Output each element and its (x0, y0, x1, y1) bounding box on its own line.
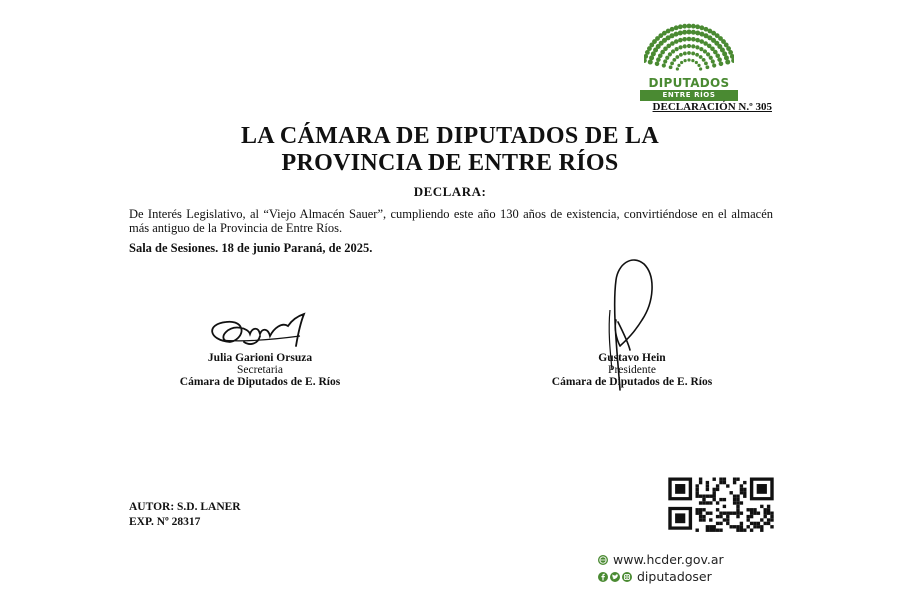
social-handle[interactable]: diputadoser (637, 569, 712, 584)
title-line-2: PROVINCIA DE ENTRE RÍOS (281, 150, 619, 176)
logo-dot (670, 61, 674, 65)
logo-dot (691, 24, 696, 29)
signature-left (200, 310, 330, 358)
logo-dot (699, 39, 704, 44)
logo-dot (680, 61, 683, 64)
logo-dot (671, 49, 675, 53)
logo-dot (678, 45, 682, 49)
logo-dot (709, 56, 713, 60)
signature-block-presidente (492, 352, 772, 388)
logo-dot (719, 61, 724, 66)
logo-dot (662, 63, 666, 67)
logo-dot (682, 37, 687, 42)
logo-dot (683, 52, 687, 56)
author-line: AUTOR: S.D. LANER (129, 501, 241, 513)
logo-dot (675, 55, 679, 59)
logo-dot (672, 58, 676, 62)
twitter-icon[interactable] (610, 572, 620, 582)
session-line: Sala de Sesiones. 18 de junio Paraná, de 2025. (129, 241, 373, 255)
logo-dot (655, 61, 660, 66)
logo-wordmark: DIPUTADOS (648, 76, 730, 90)
logo-dot (665, 56, 669, 60)
logo-dot (674, 25, 679, 30)
logo-dot (675, 47, 679, 51)
declara-heading: DECLARA: (413, 184, 487, 199)
logo-dot (725, 60, 730, 65)
logo-dot (703, 49, 707, 53)
author-info (129, 500, 241, 530)
logo-dot (679, 53, 683, 57)
logo-dot (687, 24, 692, 29)
logo-dot (715, 53, 720, 58)
website-row[interactable] (598, 551, 783, 568)
logo-dot (670, 41, 675, 46)
social-row[interactable] (598, 568, 783, 585)
logo-dot (704, 61, 708, 65)
logo-dot (691, 52, 695, 56)
logo-dot (695, 61, 698, 64)
logo-dot (678, 24, 683, 29)
logo-dot (699, 55, 703, 59)
signer-name: Gustavo Hein (598, 352, 666, 364)
logo-dot (670, 27, 675, 32)
logo-dot (682, 24, 687, 29)
declaration-body: De Interés Legislativo, al “Viejo Almacén Sauer”, cumpliendo este año 130 años de existencia, convirtiéndose en el almacén más antiguo de la Provincia de Entre Ríos. (129, 207, 773, 235)
logo-dot (695, 30, 700, 35)
logo-dot (697, 64, 700, 67)
logo-dot (711, 59, 715, 63)
globe-icon (598, 555, 608, 565)
logo-dot (695, 53, 699, 57)
logo-dot (695, 24, 700, 29)
signer-role: Secretaria (237, 364, 283, 376)
logo-dot (691, 37, 696, 42)
logo-dot (687, 51, 691, 55)
logo-dot (687, 44, 691, 48)
logo-dot (676, 67, 679, 70)
document-title (120, 123, 780, 177)
logo-dot (706, 65, 710, 69)
logo-dot (699, 25, 704, 30)
declaration-number: DECLARACIÓN N.º 305 (652, 101, 772, 113)
footer-contact (598, 551, 783, 585)
logo-dot (695, 45, 699, 49)
logo-dot (699, 47, 703, 51)
logo-dot (699, 67, 702, 70)
signer-organization: Cámara de Diputados de E. Ríos (551, 376, 713, 388)
logo-dot (706, 52, 710, 56)
logo-dot (731, 58, 734, 63)
logo-dot (683, 44, 687, 48)
logo-dot (674, 32, 679, 37)
signer-organization: Cámara de Diputados de E. Ríos (179, 376, 341, 388)
signature-block-secretaria (120, 352, 400, 388)
logo-dot (669, 65, 673, 69)
logo-dot (668, 52, 672, 56)
logo-dot (656, 57, 661, 62)
logo-dot (687, 30, 692, 35)
logo-dot (691, 30, 696, 35)
logo-dot (691, 44, 695, 48)
qr-code[interactable] (667, 476, 775, 532)
logo-dot (682, 30, 687, 35)
logo-subtitle: ENTRE RÍOS (640, 90, 738, 101)
signer-role: Presidente (608, 364, 656, 376)
logo-dot (678, 30, 683, 35)
logo-dot (663, 59, 667, 63)
logo-dots-arc (644, 22, 734, 74)
logo-dot (687, 58, 690, 61)
logo-dot (678, 38, 683, 43)
logo-dot (674, 39, 679, 44)
logo-dot (687, 37, 692, 42)
logo-dot (677, 64, 680, 67)
expediente-line: EXP. Nº 28317 (129, 516, 201, 528)
logo-dot (644, 58, 647, 63)
logo-dot (695, 38, 700, 43)
facebook-icon[interactable] (598, 572, 608, 582)
logo-dot (684, 59, 687, 62)
website-link[interactable]: www.hcder.gov.ar (613, 552, 724, 567)
signer-name: Julia Garioni Orsuza (207, 352, 313, 364)
instagram-icon[interactable] (622, 572, 632, 582)
diputados-logo (624, 22, 754, 99)
title-line-1: LA CÁMARA DE DIPUTADOS DE LA (241, 123, 659, 149)
logo-dot (717, 57, 722, 62)
logo-dot (702, 58, 706, 62)
logo-dot (691, 59, 694, 62)
logo-dot (712, 63, 716, 67)
